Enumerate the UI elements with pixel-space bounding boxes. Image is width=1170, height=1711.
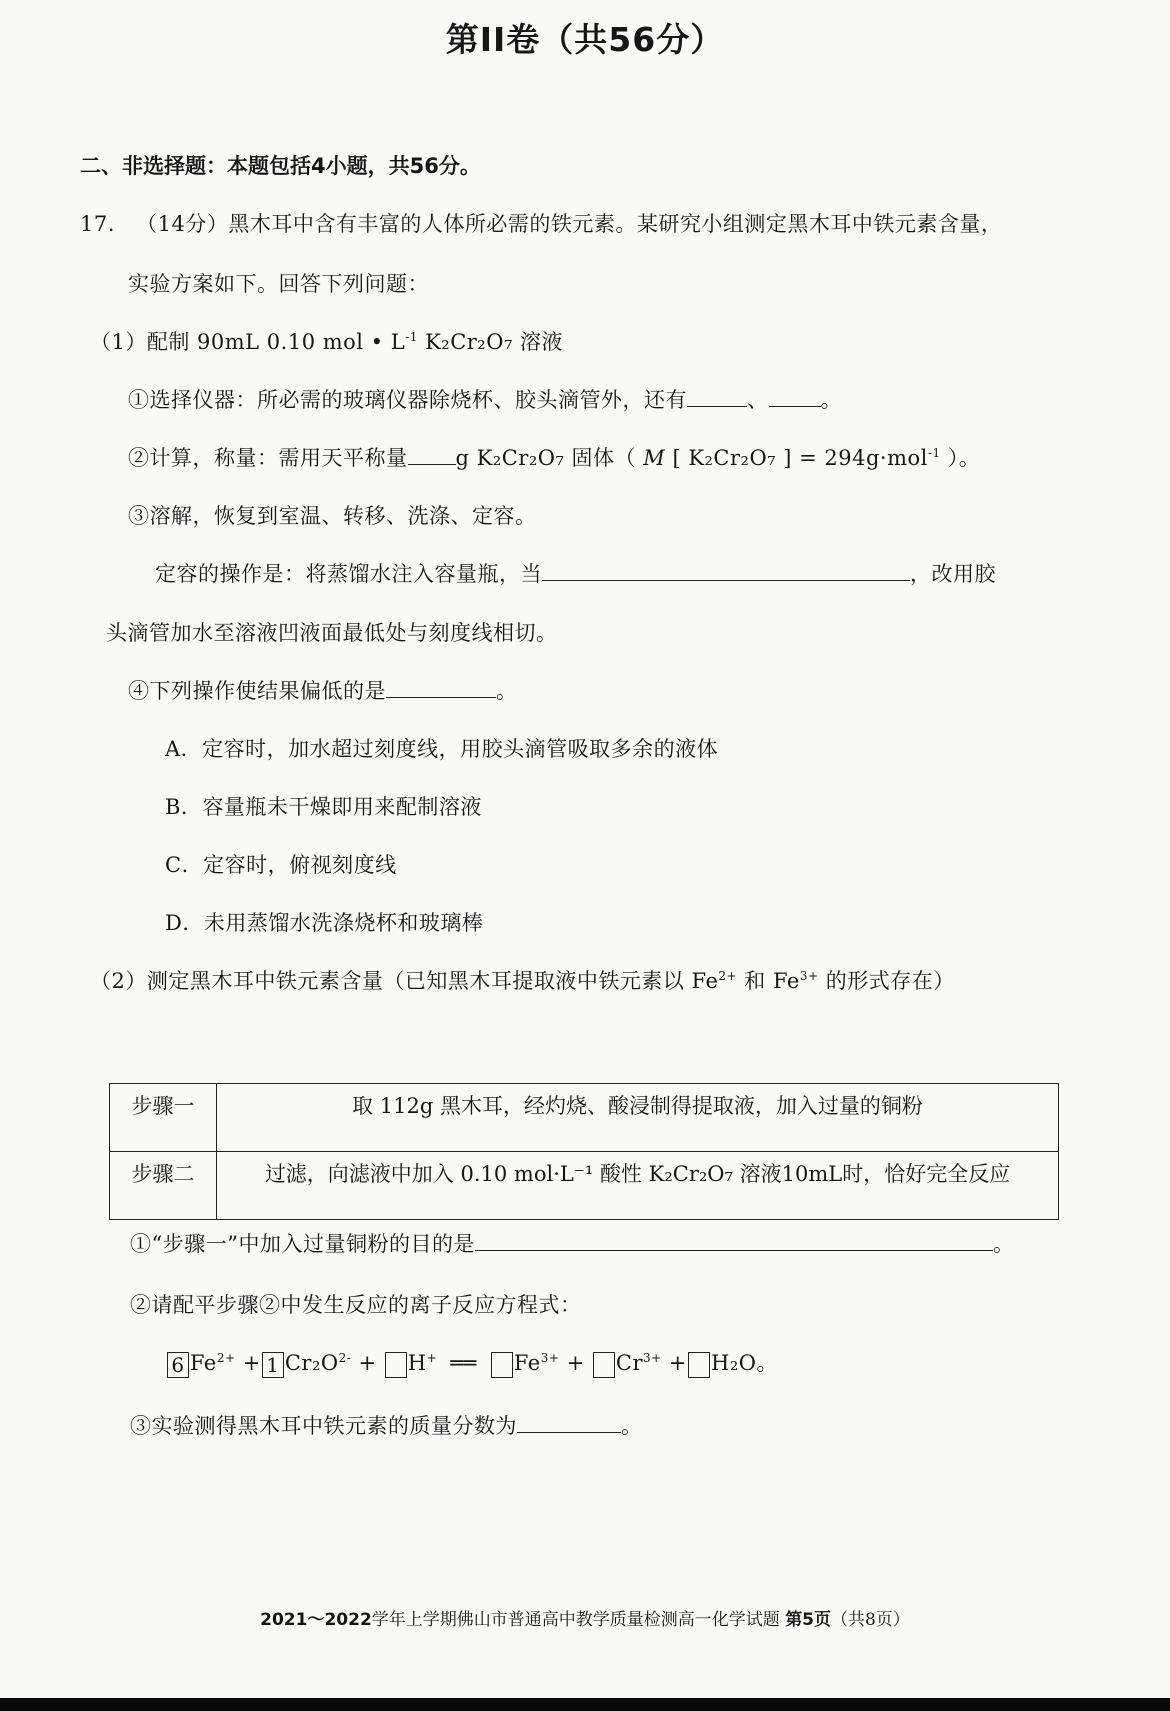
part2-heading-mid: 和 Fe (737, 969, 800, 993)
page-title: 第II卷（共56分） (445, 20, 725, 59)
superscript: 2- (338, 1351, 352, 1365)
steps-table (109, 1083, 1059, 1220)
period: 。 (496, 679, 518, 703)
part1-sub2 (128, 442, 980, 472)
question-intro-line1 (80, 208, 1002, 238)
closing-paren: ）。 (947, 446, 981, 470)
mass-unit: g K₂Cr₂O₇ 固体（ (455, 446, 637, 470)
plus-sign: + (566, 1351, 585, 1375)
table-row (110, 1084, 1059, 1152)
coefficient-box[interactable] (385, 1352, 407, 1378)
sub1-text: ①“步骤一”中加入过量铜粉的目的是 (130, 1232, 475, 1256)
page-footer (0, 1605, 1170, 1630)
option-text: 容量瓶未干燥即用来配制溶液 (202, 795, 482, 819)
table-row (110, 1152, 1059, 1220)
superscript: 3+ (540, 1351, 560, 1365)
part2-sub2: ②请配平步骤②中发生反应的离子反应方程式： (130, 1293, 582, 1317)
period: 。 (820, 388, 842, 412)
part1-sub3-operation (155, 558, 996, 588)
period: 。 (992, 1232, 1015, 1256)
separator: 、 (747, 388, 769, 412)
superscript: + (426, 1351, 438, 1365)
part1-sub3: ③溶解，恢复到室温、转移、洗涤、定容。 (128, 504, 537, 528)
species: H (407, 1351, 427, 1375)
plus-sign: + (668, 1351, 688, 1375)
operation-text: 定容的操作是：将蒸馏水注入容量瓶，当 (155, 562, 542, 586)
option-text: 未用蒸馏水洗涤烧杯和玻璃棒 (203, 911, 484, 935)
question-intro-text: 黑木耳中含有丰富的人体所必需的铁元素。某研究小组测定黑木耳中铁元素含量， (228, 212, 1003, 236)
coefficient-box[interactable]: 6 (167, 1352, 189, 1378)
part2-sub3 (130, 1410, 643, 1440)
footer-text: 学年上学期佛山市普通高中教学质量检测高一化学试题 (371, 1610, 786, 1630)
page-number: 第5页 (785, 1610, 832, 1630)
part1-sub3-operation-line2: 头滴管加水至溶液凹液面最低处与刻度线相切。 (106, 621, 558, 645)
superscript: 2+ (216, 1351, 236, 1365)
part1-heading-suffix: 溶液 (512, 330, 564, 354)
option-label: C． (165, 853, 204, 877)
species: Cr₂O (284, 1351, 339, 1375)
species: Fe (190, 1351, 217, 1375)
superscript: -1 (405, 330, 418, 344)
superscript: 2+ (718, 969, 738, 983)
step-content: 过滤，向滤液中加入 0.10 mol·L⁻¹ 酸性 K₂Cr₂O₇ 溶液10mL时，恰好完全反应 (217, 1152, 1059, 1220)
option-text: 定容时，俯视刻度线 (203, 853, 397, 877)
sub4-text: ④下列操作使结果偏低的是 (128, 679, 386, 703)
page-total: （共8页） (831, 1610, 910, 1630)
period: 。 (756, 1351, 778, 1375)
option-b[interactable] (165, 791, 482, 821)
part1-sub1 (128, 384, 842, 414)
part1-heading-text: 配制 90mL 0.10 mol • L (146, 330, 406, 354)
option-label: A． (165, 737, 203, 761)
operation-suffix: ，改用胶 (910, 562, 996, 586)
part1-label: （1） (90, 330, 147, 354)
species: H₂O (711, 1351, 757, 1375)
section-heading: 二、非选择题：本题包括4小题，共56分。 (80, 154, 481, 178)
answer-blank-2[interactable] (769, 388, 821, 407)
species: Cr (615, 1351, 644, 1375)
answer-blank-mass[interactable] (408, 446, 456, 465)
answer-blank-1[interactable] (687, 388, 747, 407)
period: 。 (621, 1414, 643, 1438)
molar-mass-symbol: M (643, 446, 666, 470)
footer-years: 2021～2022 (260, 1610, 372, 1630)
answer-blank-purpose[interactable] (475, 1232, 993, 1251)
molar-mass-value: [ K₂Cr₂O₇ ] = 294g·mol (672, 446, 928, 470)
sub1-text: ①选择仪器：所必需的玻璃仪器除烧杯、胶头滴管外，还有 (128, 388, 687, 412)
part1-sub4 (128, 675, 518, 705)
option-label: B． (165, 795, 203, 819)
option-d[interactable] (165, 907, 483, 937)
part2-label: （2） (90, 969, 147, 993)
part2-sub1 (130, 1228, 1014, 1258)
step-content: 取 112g 黑木耳，经灼烧、酸浸制得提取液，加入过量的铜粉 (217, 1084, 1059, 1152)
coefficient-box[interactable] (688, 1352, 710, 1378)
sub3-text: ③实验测得黑木耳中铁元素的质量分数为 (130, 1414, 517, 1438)
part1-heading (90, 326, 563, 356)
plus-sign: + (358, 1351, 377, 1375)
question-intro-line2: 实验方案如下。回答下列问题： (128, 272, 429, 296)
superscript: 3+ (643, 1351, 662, 1365)
coefficient-box[interactable]: 1 (262, 1352, 284, 1378)
species: Fe (513, 1351, 541, 1375)
plus-sign: + (242, 1351, 261, 1375)
answer-blank-mass-fraction[interactable] (517, 1414, 621, 1433)
answer-blank-choice[interactable] (386, 679, 496, 698)
question-points: （14分） (136, 212, 229, 236)
option-text: 定容时，加水超过刻度线，用胶头滴管吸取多余的液体 (202, 737, 719, 761)
superscript: -1 (927, 446, 941, 460)
answer-blank-operation[interactable] (542, 562, 910, 581)
option-a[interactable] (165, 733, 718, 763)
option-c[interactable] (165, 849, 397, 879)
equals-sign: ══ (450, 1351, 477, 1375)
superscript: 3+ (799, 969, 819, 983)
chemical-formula: K₂Cr₂O₇ (425, 330, 513, 354)
step-label: 步骤二 (110, 1152, 217, 1220)
ionic-equation (166, 1347, 778, 1378)
part2-heading (90, 965, 955, 995)
part2-heading-suffix: 的形式存在） (818, 969, 955, 993)
part2-heading-text: 测定黑木耳中铁元素含量（已知黑木耳提取液中铁元素以 Fe (146, 969, 719, 993)
coefficient-box[interactable] (593, 1352, 615, 1378)
step-label: 步骤一 (110, 1084, 217, 1152)
option-label: D． (165, 911, 204, 935)
sub2-text: ②计算，称量：需用天平称量 (128, 446, 408, 470)
scan-border (0, 1698, 1170, 1711)
coefficient-box[interactable] (491, 1352, 513, 1378)
question-number: 17. (80, 212, 115, 236)
